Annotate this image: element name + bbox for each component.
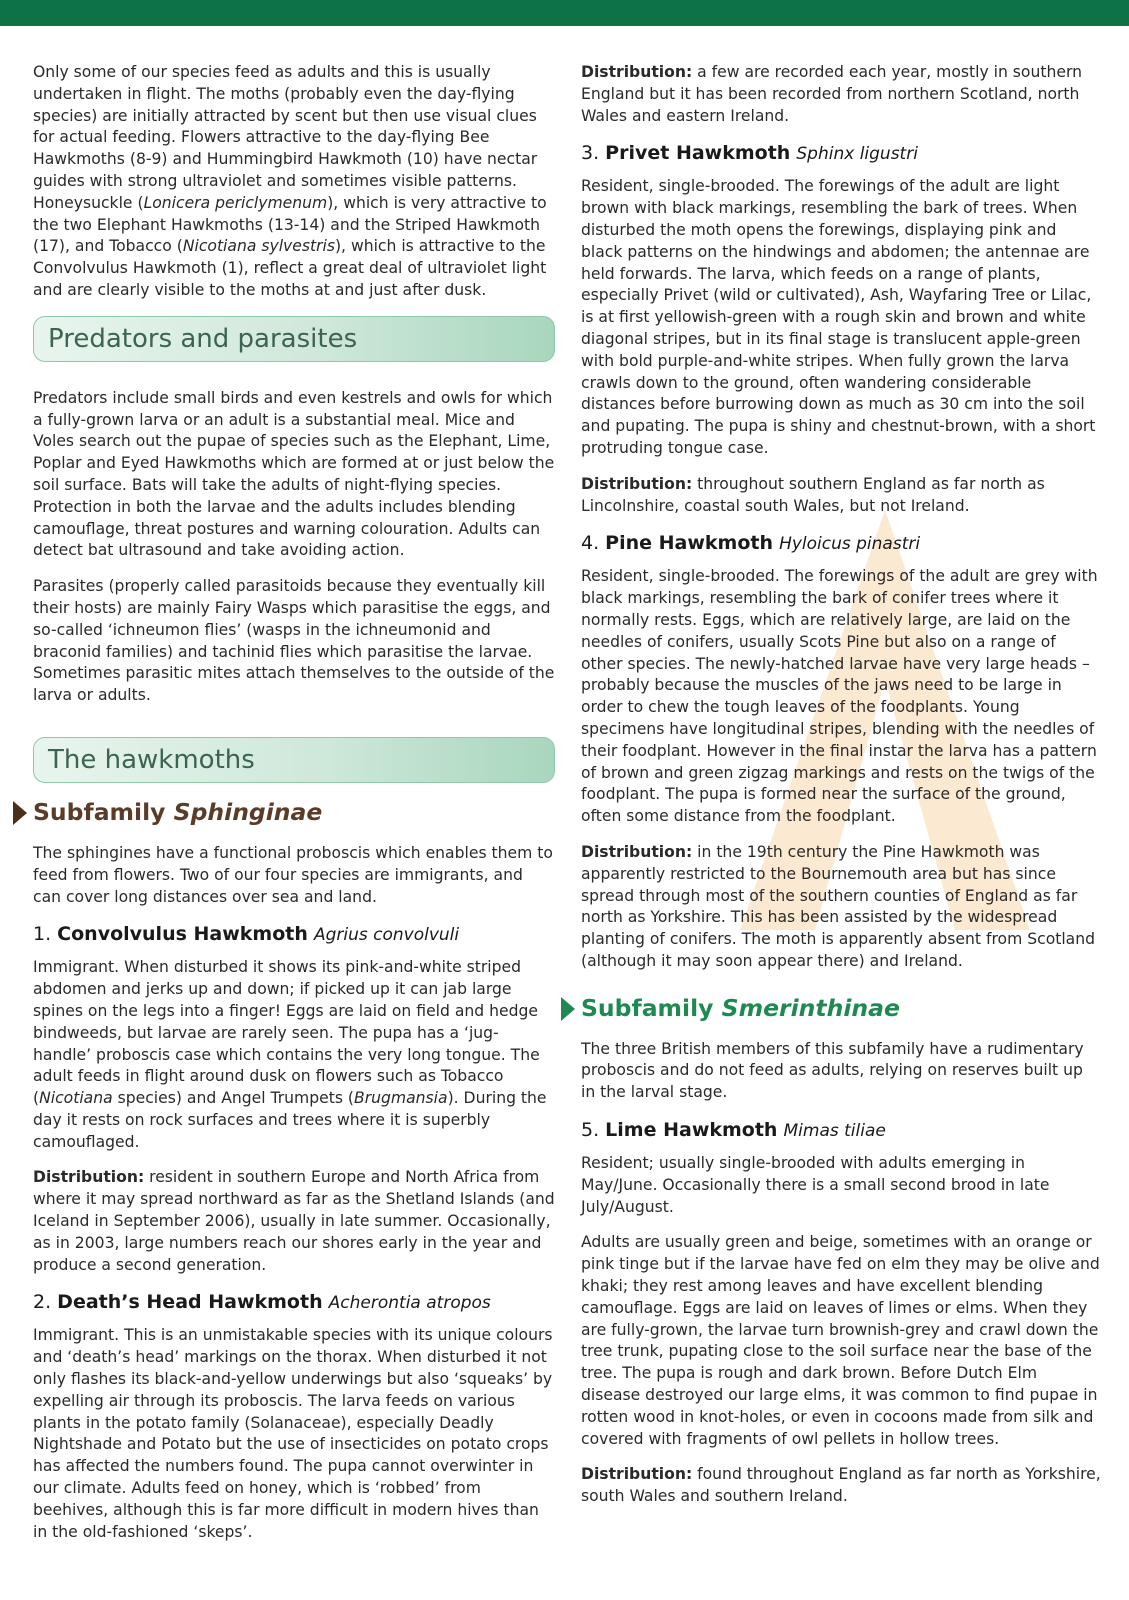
species-heading-pine: 4. Pine Hawkmoth Hyloicus pinastri (581, 532, 921, 555)
parasites-paragraph: Parasites (properly called parasitoids because they eventually kill their hosts) are mainly Fairy Wasps which parasitise the eggs, and so-called ‘ichneumon flies’ (wasps in the ichneumonid and braconid families) and tachinid flies which parasitise the larvae. Sometimes parasitic mites attach themselves to the outside of the larva or adults. (33, 577, 555, 705)
species-heading-lime: 5. Lime Hawkmoth Mimas tiliae (581, 1119, 886, 1142)
subfamily-heading-smerinthinae: Subfamily Smerinthinae (581, 993, 1101, 1023)
species-heading-deaths-head: 2. Death’s Head Hawkmoth Acherontia atropos (33, 1291, 491, 1314)
intro-paragraph: Only some of our species feed as adults and this is usually undertaken in flight. The moths (probably even the day-flying species) are initially attracted by scent but then use visual clues for actual feeding. Flowers attractive to the day-flying Bee Hawkmoths (8-9) and Hummingbird Hawkmoth (10) have nectar guides with strong ultraviolet and sometimes visible patterns. Honeysuckle (Lonicera periclymenum), which is very attractive to the two Elephant Hawkmoths (13-14) and the Striped Hawkmoth (17), and Tobacco (Nicotiana sylvestris), which is attractive to the Convolvulus Hawkmoth (1), reflect a great deal of ultraviolet light and are clearly visible to the moths at and just after dusk. (33, 63, 547, 299)
species-description-deaths-head: Immigrant. This is an unmistakable species with its unique colours and ‘death’s head’ markings on the thorax. When disturbed it not only flashes its black-and-yellow underwings but also ‘squeaks’ by expelling air through its proboscis. The larva feeds on various plants in the potato family (Solanaceae), especially Deadly Nightshade and Potato but the use of insecticides on potato crops has affected the numbers found. The pupa cannot overwinter in our climate. Adults feed on honey, which is ‘robbed’ from beehives, although this is far more difficult in modern hives than in the old-fashioned ‘skeps’. (33, 1326, 553, 1541)
arrow-icon (561, 997, 575, 1021)
species-distribution-convolvulus: Distribution: resident in southern Europe and North Africa from where it may spread northward as far as the Shetland Islands (and Iceland in September 2006), usually in late summer. Occasionally, as in 2003, large numbers reach our shores early in the year and produce a second generation. (33, 1168, 555, 1274)
species-description-pine: Resident, single-brooded. The forewings of the adult are grey with black markings, resembling the bark of conifer trees where it normally rests. Eggs, which are relatively large, are laid on the needles of conifers, usually Scots Pine but also on a range of other species. The newly-hatched larvae have very large heads – probably because the muscles of the jaws need to be large in order to chew the tough leaves of the foodplants. Young specimens have longitudinal stripes, blending with the needles of their foodplant. However in the final instar the larva has a pattern of brown and green zigzag markings and rests on the twigs of the foodplant. The pupa is formed near the surface of the ground, often some distance from the foodplant. (581, 567, 1098, 826)
species-distribution-deaths-head: Distribution: a few are recorded each year, mostly in southern England but it has been recorded from northern Scotland, north Wales and eastern Ireland. (581, 63, 1082, 125)
top-green-bar (0, 0, 1129, 26)
subfamily-heading-sphinginae: Subfamily Sphinginae (33, 797, 555, 827)
species-description-lime-1: Resident; usually single-brooded with adults emerging in May/June. Occasionally there is a small second brood in late July/August. (581, 1154, 1050, 1216)
species-distribution-pine: Distribution: in the 19th century the Pine Hawkmoth was apparently restricted to the Bournemouth area but has since spread through most of the southern counties of England as far north as Yorkshire. This has been assisted by the widespread planting of conifers. The moth is apparently absent from Scotland (although it may soon appear there) and Ireland. (581, 842, 1096, 970)
arrow-icon (13, 801, 27, 825)
predators-paragraph: Predators include small birds and even kestrels and owls for which a fully-grown larva or an adult is a substantial meal. Mice and Voles search out the pupae of species such as the Elephant, Lime, Poplar and Eyed Hawkmoths which are formed at or just below the soil surface. Bats will take the adults of night-flying species. Protection in both the larvae and the adults includes blending camouflage, threat postures and warning colouration. Adults can detect bat ultrasound and take avoiding action. (33, 388, 555, 560)
species-description-privet: Resident, single-brooded. The forewings of the adult are light brown with black markings, resembling the bark of trees. When disturbed the moth opens the forewings, displaying pink and black patterns on the hindwings and abdomen; the antennae are held forwards. The larva, which feeds on a range of plants, especially Privet (wild or cultivated), Ash, Wayfaring Tree or Lilac, is at first yellowish-green with a rough skin and brown and white diagonal stripes, but in its final stage is translucent apple-green with bold purple-and-white stripes. When fully grown the larva crawls down to the ground, often wandering considerable distances before burrowing down as much as 30 cm into the soil and pupating. The pupa is shiny and chestnut-brown, with a short protruding tongue case. (581, 177, 1096, 457)
species-distribution-lime: Distribution: found throughout England as far north as Yorkshire, south Wales and southern Ireland. (581, 1465, 1101, 1506)
sphinginae-intro: The sphingines have a functional proboscis which enables them to feed from flowers. Two of our four species are immigrants, and can cover long distances over sea and land. (33, 843, 553, 906)
section-heading-hawkmoths: The hawkmoths (33, 737, 555, 783)
right-column (581, 62, 1101, 1522)
species-heading-privet: 3. Privet Hawkmoth Sphinx ligustri (581, 142, 918, 165)
species-heading-convolvulus: 1. Convolvulus Hawkmoth Agrius convolvuli (33, 923, 460, 946)
species-description-lime-2: Adults are usually green and beige, sometimes with an orange or pink tinge but if the larvae have fed on elm they may be olive and khaki; they rest among leaves and have excellent blending camouflage. Eggs are laid on leaves of limes or elms. When they are fully-grown, the larvae turn brownish-grey and crawl down the tree trunk, pupating close to the soil surface near the base of the tree. The pupa is rough and dark brown. Before Dutch Elm disease destroyed our large elms, it was common to find pupae in rotten wood in knot-holes, or even in cocoons made from silk and covered with fragments of owl pellets in hollow trees. (581, 1233, 1100, 1448)
species-distribution-privet: Distribution: throughout southern England as far north as Lincolnshire, coastal south Wales, but not Ireland. (581, 474, 1045, 515)
species-description-convolvulus: Immigrant. When disturbed it shows its pink-and-white striped abdomen and jerks up and down; if picked up it can jab large spines on the legs into a finger! Eggs are laid on field and hedge bindweeds, but larvae are rarely seen. The pupa has a ‘jug-handle’ proboscis case which contains the very long tongue. The adult feeds in flight around dusk on flowers such as Tobacco (Nicotiana species) and Angel Trumpets (Brugmansia). During the day it rests on rock surfaces and trees where it is superbly camouflaged. (33, 958, 547, 1151)
left-column (33, 62, 555, 1557)
section-heading-predators: Predators and parasites (33, 316, 555, 362)
smerinthinae-intro: The three British members of this subfamily have a rudimentary proboscis and do not feed as adults, relying on reserves built up in the larval stage. (581, 1039, 1084, 1102)
